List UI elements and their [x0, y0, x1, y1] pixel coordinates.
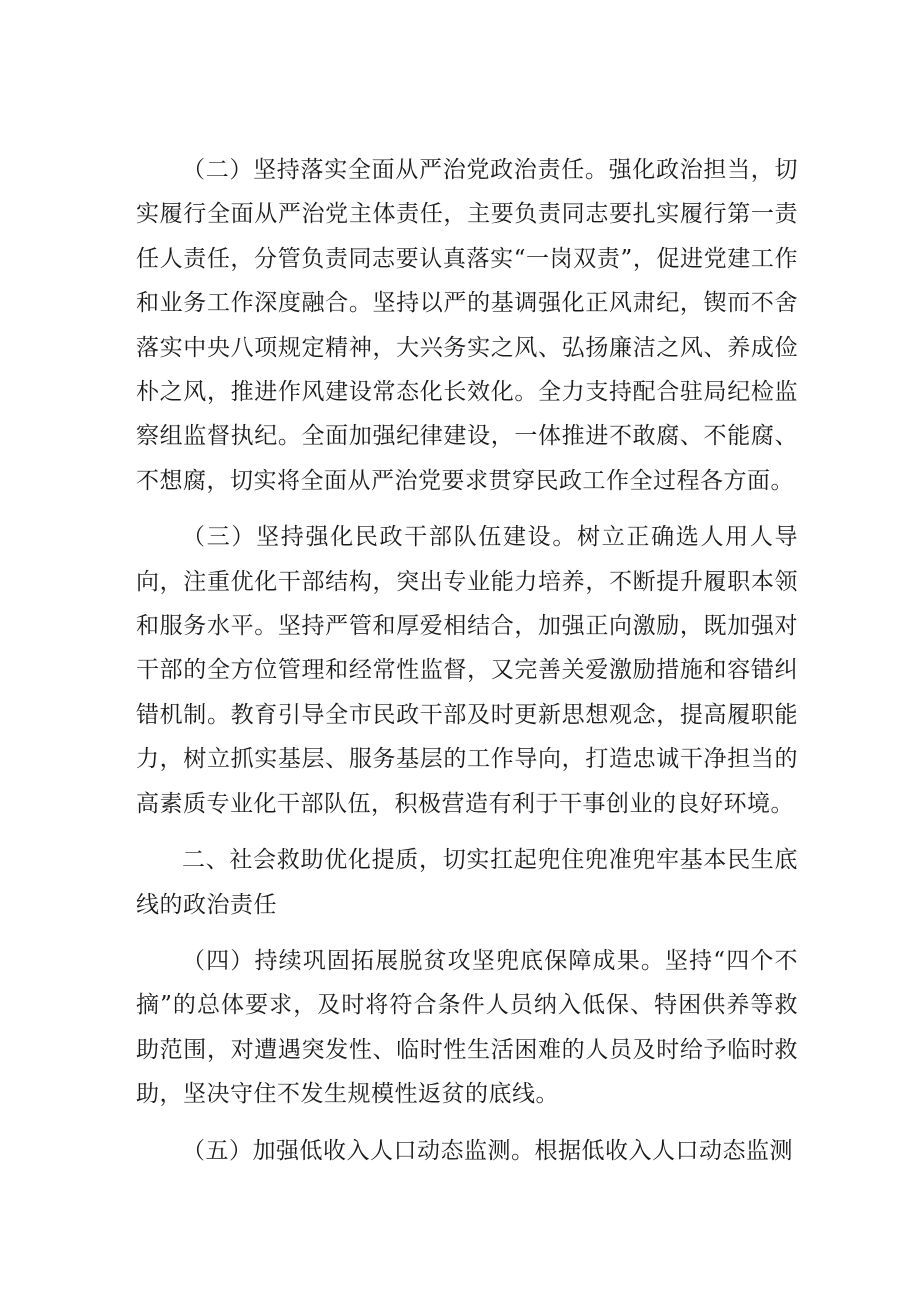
paragraph-gap: [136, 826, 798, 838]
paragraph-gap: [136, 503, 798, 515]
paragraph-section-4: （四）持续巩固拓展脱贫攻坚兜底保障成果。坚持“四个不摘”的总体要求，及时将符合条件人员纳入低保、特困供养等救助范围，对遭遇突发性、临时性生活困难的人员及时给予临时救助，坚决守住不发生规模性返贫的底线。: [136, 947, 798, 1108]
paragraph-gap: [136, 927, 798, 939]
heading-chapter-2: 二、社会救助优化提质，切实扛起兜住兜准兜牢基本民生底线的政治责任: [136, 847, 798, 918]
paragraph-section-5: （五）加强低收入人口动态监测。根据低收入人口动态监测: [182, 1137, 793, 1164]
paragraph-section-2: （二）坚持落实全面从严治党政治责任。强化政治担当，切实履行全面从严治党主体责任，主要负责同志要扎实履行第一责任人责任，分管负责同志要认真落实“一岗双责”，促进党建工作和业务工作深度融合。坚持以严的基调强化正风肃纪，锲而不舍落实中央八项规定精神，大兴务实之风、弘扬廉洁之风、养成俭朴之风，推进作风建设常态化长效化。全力支持配合驻局纪检监察组监督执纪。全面加强纪律建设，一体推进不敢腐、不能腐、不想腐，切实将全面从严治党要求贯穿民政工作全过程各方面。: [136, 157, 798, 494]
paragraph-section-3: （三）坚持强化民政干部队伍建设。树立正确选人用人导向，注重优化干部结构，突出专业能力培养，不断提升履职本领和服务水平。坚持严管和厚爱相结合，加强正向激励，既加强对干部的全方位管理和经常性监督，又完善关爱激励措施和容错纠错机制。教育引导全市民政干部及时更新思想观念，提高履职能力，树立抓实基层、服务基层的工作导向，打造忠诚干净担当的高素质专业化干部队伍，积极营造有利于干事创业的良好环境。: [136, 524, 798, 817]
paragraph-gap: [136, 1117, 798, 1129]
document-body: [136, 148, 798, 1173]
